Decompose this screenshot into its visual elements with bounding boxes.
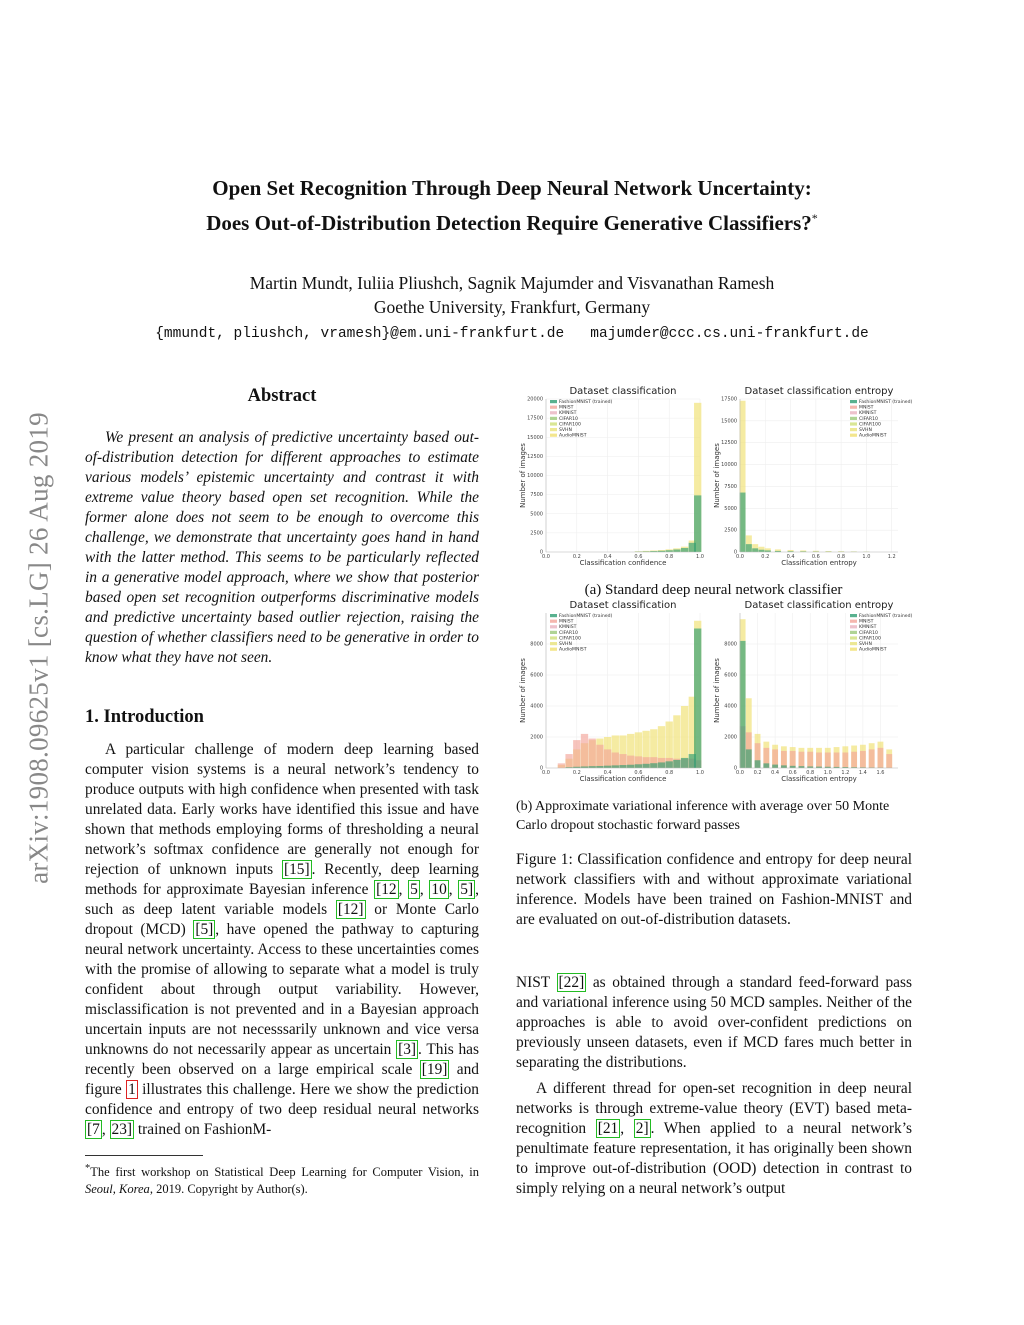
x-tick-label: 0.0 bbox=[736, 554, 744, 560]
legend-swatch bbox=[550, 648, 557, 651]
y-axis-label: Number of images bbox=[713, 443, 721, 508]
legend-swatch bbox=[850, 642, 857, 645]
y-tick-label: 0 bbox=[733, 765, 737, 772]
histogram-bar bbox=[666, 761, 673, 768]
histogram-bar bbox=[658, 762, 665, 768]
intro-text: trained on FashionM- bbox=[134, 1121, 272, 1138]
legend-label: SVHN bbox=[559, 642, 572, 647]
abstract-heading: Abstract bbox=[247, 386, 317, 406]
x-tick-label: 0.6 bbox=[788, 770, 797, 776]
histogram-bar bbox=[878, 748, 884, 768]
legend-label: CIFAR100 bbox=[859, 422, 881, 428]
x-tick-label: 0.2 bbox=[572, 770, 581, 776]
citation-link[interactable]: [3] bbox=[398, 1041, 417, 1058]
separator: , bbox=[448, 881, 459, 898]
y-tick-label: 0 bbox=[539, 549, 543, 556]
histogram-bar bbox=[581, 734, 588, 768]
histogram-bar bbox=[869, 749, 875, 768]
citation-link[interactable]: [5] bbox=[195, 921, 214, 938]
histogram-bar bbox=[755, 760, 761, 768]
body-text: . When applied to a neural network’s penultimate feature representation, it has originally been shown to improve out-of-distribution (OOD) detection in contrast to simply relying on a neural network’s output bbox=[516, 1120, 912, 1197]
x-tick-label: 1.2 bbox=[887, 554, 896, 560]
y-axis-label: Number of images bbox=[519, 658, 527, 723]
x-tick-label: 1.6 bbox=[876, 770, 885, 776]
y-tick-label: 2500 bbox=[530, 530, 543, 537]
histogram-svg bbox=[710, 598, 913, 788]
subcaption-b: (b) Approximate variational inference with average over 50 Monte Carlo dropout stochastic forward passes bbox=[516, 799, 890, 833]
x-tick-label: 0.4 bbox=[603, 554, 612, 560]
author-emails: {mmundt, pliushch, vramesh}@em.uni-frankfurt.de majumder@ccc.cs.uni-frankfurt.de bbox=[155, 326, 869, 342]
histogram-bar bbox=[596, 766, 603, 768]
footnote-text: The first workshop on Statistical Deep Learning for Computer Vision, in bbox=[90, 1165, 479, 1180]
separator: , bbox=[101, 1121, 110, 1138]
histogram-bar bbox=[740, 641, 746, 768]
histogram-bar bbox=[763, 763, 769, 768]
footnote-place: Seoul, Korea bbox=[85, 1182, 150, 1197]
y-tick-label: 15000 bbox=[527, 434, 543, 441]
y-tick-label: 10000 bbox=[527, 473, 543, 479]
x-tick-label: 0.2 bbox=[753, 770, 762, 776]
histogram-bar bbox=[635, 764, 642, 768]
legend-swatch bbox=[550, 400, 557, 403]
legend-swatch bbox=[550, 625, 557, 628]
y-tick-label: 12500 bbox=[721, 440, 737, 447]
footnote-text: , 2019. Copyright by Author(s). bbox=[149, 1182, 308, 1197]
y-tick-label: 7500 bbox=[724, 483, 737, 490]
x-axis-label: Classification entropy bbox=[781, 559, 857, 567]
intro-text: A particular challenge of modern deep learning based computer vision systems is a neural network’s tendency to produce outputs with high confidence when presented with task unrelated data. Early works have identified this issue and have shown that methods employing forms of thresholding a neural network’s softmax confidence are generally not enough for rejection of unknown inputs bbox=[85, 741, 479, 878]
histogram-bar bbox=[758, 550, 764, 552]
histogram-bar bbox=[886, 754, 892, 768]
x-tick-label: 0.2 bbox=[761, 554, 770, 560]
y-tick-label: 4000 bbox=[724, 703, 737, 710]
y-tick-label: 0 bbox=[539, 765, 543, 772]
citation-link[interactable]: [21 bbox=[597, 1120, 619, 1137]
y-axis-label: Number of images bbox=[713, 658, 721, 723]
separator: , bbox=[620, 1120, 634, 1137]
figure-link[interactable]: 1 bbox=[128, 1081, 136, 1098]
x-tick-label: 0.6 bbox=[634, 770, 643, 776]
intro-text: and figure bbox=[85, 1061, 480, 1098]
histogram-bar bbox=[825, 753, 831, 769]
histogram-bar bbox=[851, 752, 857, 768]
title-line-2-text: Does Out-of-Distribution Detection Require Generative Classifiers? bbox=[206, 211, 812, 235]
legend-swatch bbox=[850, 428, 857, 431]
legend-label: MNIST bbox=[859, 619, 874, 625]
legend-swatch bbox=[550, 631, 557, 634]
x-tick-label: 0.2 bbox=[572, 554, 581, 560]
citation-link[interactable]: [12] bbox=[337, 901, 364, 918]
citation-link[interactable]: [22] bbox=[558, 974, 585, 991]
legend-label: CIFAR100 bbox=[859, 636, 881, 642]
legend-swatch bbox=[850, 648, 857, 651]
chart-title: Dataset classification entropy bbox=[744, 386, 894, 397]
legend-swatch bbox=[550, 614, 557, 617]
intro-text: . This has recently been observed on a large empirical scale bbox=[85, 1041, 479, 1078]
x-tick-label: 0.6 bbox=[811, 554, 820, 560]
chart-title: Dataset classification bbox=[569, 386, 677, 397]
intro-text: or Monte Carlo dropout (MCD) bbox=[85, 901, 479, 938]
intro-text: illustrates this challenge. Here we show the prediction confidence and entropy of two deep residual neural networks bbox=[85, 1081, 479, 1118]
x-axis-label: Classification confidence bbox=[579, 775, 667, 783]
histogram-bar bbox=[681, 548, 688, 552]
legend-label: AudioMNIST bbox=[559, 433, 587, 439]
histogram-bar bbox=[816, 753, 822, 769]
legend-swatch bbox=[550, 642, 557, 645]
authors: Martin Mundt, Iuliia Pliushch, Sagnik Majumder and Visvanathan Ramesh bbox=[249, 273, 775, 293]
y-tick-label: 6000 bbox=[530, 672, 543, 679]
chart-b-entropy bbox=[710, 598, 913, 788]
x-tick-label: 1.2 bbox=[841, 770, 850, 776]
chart-b-classification bbox=[516, 598, 708, 788]
citation-link[interactable]: 2] bbox=[635, 1120, 649, 1137]
intro-text: , such as deep latent variable models bbox=[85, 881, 479, 918]
histogram-bar bbox=[589, 739, 596, 768]
x-tick-label: 0.8 bbox=[665, 554, 674, 560]
legend-swatch bbox=[850, 614, 857, 617]
legend-swatch bbox=[550, 406, 557, 409]
legend-label: MNIST bbox=[859, 405, 874, 411]
legend-swatch bbox=[850, 631, 857, 634]
legend-swatch bbox=[550, 620, 557, 623]
y-tick-label: 2000 bbox=[530, 734, 543, 741]
x-tick-label: 1.0 bbox=[696, 770, 704, 776]
introduction-paragraph bbox=[85, 740, 479, 1140]
legend-swatch bbox=[550, 417, 557, 420]
x-tick-label: 0.4 bbox=[786, 554, 795, 560]
y-tick-label: 15000 bbox=[721, 418, 737, 425]
chart-a-classification bbox=[516, 384, 708, 572]
right-paragraph-1 bbox=[516, 973, 912, 1073]
legend-swatch bbox=[850, 636, 857, 639]
x-tick-label: 0.6 bbox=[634, 554, 643, 560]
legend-label: MNIST bbox=[559, 619, 574, 625]
histogram-bar bbox=[746, 544, 752, 552]
title-line-2 bbox=[0, 203, 1024, 238]
legend-label: FashionMNIST (trained) bbox=[859, 400, 913, 405]
title-footnote-mark: * bbox=[811, 211, 818, 225]
histogram-bar bbox=[573, 740, 580, 768]
separator: , bbox=[398, 881, 409, 898]
body-text: A different thread for open-set recognition in deep neural networks is through extreme-value theory (EVT) based meta-recognition bbox=[516, 1080, 912, 1137]
legend-label: AudioMNIST bbox=[859, 647, 887, 653]
y-tick-label: 4000 bbox=[530, 703, 543, 710]
legend-swatch bbox=[850, 422, 857, 425]
histogram-bar bbox=[860, 751, 866, 768]
histogram-bar bbox=[807, 752, 813, 768]
legend-swatch bbox=[850, 406, 857, 409]
legend-label: KMNIST bbox=[559, 625, 577, 631]
histogram-bar bbox=[752, 548, 758, 552]
histogram-bar bbox=[558, 763, 565, 768]
x-tick-label: 1.0 bbox=[862, 554, 871, 560]
arxiv-id-text: arXiv:1908.09625v1 [cs.LG] 26 Aug 2019 bbox=[23, 411, 54, 884]
legend-swatch bbox=[550, 411, 557, 414]
histogram-bar bbox=[650, 763, 657, 768]
y-axis-label: Number of images bbox=[519, 443, 527, 508]
chart-a-entropy bbox=[710, 384, 913, 572]
chart-title: Dataset classification entropy bbox=[744, 600, 894, 611]
citation-link[interactable]: [19] bbox=[421, 1061, 448, 1078]
y-tick-label: 5000 bbox=[724, 505, 737, 512]
y-tick-label: 2500 bbox=[724, 527, 737, 534]
x-axis-label: Classification entropy bbox=[781, 775, 857, 783]
arxiv-side-label bbox=[14, 350, 64, 945]
legend-swatch bbox=[850, 411, 857, 414]
histogram-bar bbox=[694, 495, 701, 552]
x-tick-label: 0.8 bbox=[665, 770, 674, 776]
right-paragraph-2 bbox=[516, 1079, 912, 1199]
y-tick-label: 0 bbox=[733, 549, 737, 556]
histogram-svg bbox=[516, 384, 708, 572]
x-tick-label: 0.4 bbox=[771, 770, 780, 776]
histogram-bar bbox=[834, 753, 840, 769]
x-tick-label: 0.0 bbox=[736, 770, 744, 776]
legend-label: CIFAR100 bbox=[559, 636, 581, 642]
legend-swatch bbox=[850, 620, 857, 623]
subcaption-a: (a) Standard deep neural network classifier bbox=[584, 582, 843, 598]
legend-swatch bbox=[850, 400, 857, 403]
y-tick-label: 20000 bbox=[527, 396, 543, 403]
legend-label: FashionMNIST (trained) bbox=[559, 614, 613, 619]
y-tick-label: 17500 bbox=[527, 415, 543, 422]
histogram-bar bbox=[604, 766, 611, 768]
citation-link[interactable]: 10 bbox=[431, 881, 447, 898]
left-column bbox=[85, 386, 479, 1140]
footnote-rule bbox=[85, 1155, 203, 1156]
x-tick-label: 0.8 bbox=[837, 554, 846, 560]
legend-swatch bbox=[850, 434, 857, 437]
histogram-bar bbox=[790, 751, 796, 768]
title-line-1: Open Set Recognition Through Deep Neural Network Uncertainty: bbox=[212, 176, 812, 200]
legend-label: KMNIST bbox=[559, 411, 577, 417]
affiliation: Goethe University, Frankfurt, Germany bbox=[373, 297, 651, 317]
body-text: as obtained through a standard feed-forward pass and variational inference using 50 MCD samples. Neither of the approaches is able to avoid over-confident predictions on previously unseen datasets, even if MCD fares much better in separating the distributions. bbox=[516, 974, 912, 1071]
legend-label: AudioMNIST bbox=[859, 433, 887, 439]
histogram-bar bbox=[604, 749, 611, 768]
legend-label: CIFAR10 bbox=[559, 416, 578, 422]
y-tick-label: 7500 bbox=[530, 492, 543, 499]
legend-swatch bbox=[850, 417, 857, 420]
legend-swatch bbox=[550, 434, 557, 437]
footnote-mark: * bbox=[85, 1163, 91, 1174]
x-tick-label: 1.4 bbox=[858, 770, 867, 776]
y-tick-label: 6000 bbox=[724, 672, 737, 679]
legend-label: FashionMNIST (trained) bbox=[859, 614, 913, 619]
figure-caption: Figure 1: Classification confidence and entropy for deep neural network classifiers with and without approximate variational inference. Models have been trained on Fashion-MNIST and are evaluated on out-of-distribution datasets. bbox=[516, 851, 912, 928]
introduction-heading: 1. Introduction bbox=[85, 707, 204, 727]
abstract-body: We present an analysis of predictive uncertainty based out-of-distribution detection for different approaches to estimate various models’ epistemic uncertainty and contrast it with extreme value theory based open set recognition. While the former alone does not seem to be enough to overcome this challenge, we demonstrate that uncertainty goes hand in hand with the latter method. This seems to be particularly reflected in a generative model approach, where we show that posterior based open set recognition outperforms discriminative models and predictive uncertainty based outlier rejection, raising the question of whether classifiers need to be generative in order to know what they have not seen. bbox=[85, 429, 479, 666]
y-tick-label: 17500 bbox=[721, 396, 737, 403]
y-tick-label: 8000 bbox=[724, 641, 737, 648]
histogram-bar bbox=[627, 765, 634, 768]
legend-swatch bbox=[550, 428, 557, 431]
histogram-bar bbox=[842, 753, 848, 769]
histogram-bar bbox=[772, 765, 778, 768]
body-text: NIST bbox=[516, 974, 557, 991]
histogram-bar bbox=[596, 745, 603, 768]
legend-label: MNIST bbox=[559, 405, 574, 411]
citation-link[interactable]: [15] bbox=[283, 861, 310, 878]
legend-label: SVHN bbox=[559, 428, 572, 433]
histogram-bar bbox=[612, 765, 619, 768]
legend-label: KMNIST bbox=[859, 625, 877, 631]
legend-label: CIFAR10 bbox=[859, 416, 878, 422]
legend-label: SVHN bbox=[859, 428, 872, 433]
citation-link[interactable]: 5 bbox=[410, 881, 418, 898]
y-tick-label: 5000 bbox=[530, 511, 543, 518]
histogram-bar bbox=[619, 765, 626, 768]
histogram-bar bbox=[799, 752, 805, 768]
legend-label: KMNIST bbox=[859, 411, 877, 417]
histogram-bar bbox=[781, 765, 787, 768]
legend-swatch bbox=[550, 422, 557, 425]
histogram-bar bbox=[790, 766, 796, 768]
legend-label: CIFAR10 bbox=[859, 630, 878, 636]
x-tick-label: 0.0 bbox=[542, 554, 550, 560]
legend-swatch bbox=[550, 636, 557, 639]
histogram-svg bbox=[516, 598, 708, 788]
histogram-svg bbox=[710, 384, 913, 572]
intro-text: . Recently, deep learning methods for approximate Bayesian inference bbox=[85, 861, 479, 898]
intro-text: , have opened the pathway to capturing neural network uncertainty. Access to these uncertainties comes with the promise of allowing to separate what a model is truly confident about through output variability. However, misclassification is not prevented and in a Bayesian approach uncertain inputs are not necesssarily unknown and vice versa unknowns do not necessarily appear as uncertain bbox=[85, 921, 479, 1058]
citation-link[interactable]: [12 bbox=[376, 881, 397, 898]
legend-label: CIFAR100 bbox=[559, 422, 581, 428]
chart-title: Dataset classification bbox=[569, 600, 677, 611]
legend-label: FashionMNIST (trained) bbox=[559, 400, 613, 405]
x-tick-label: 0.8 bbox=[806, 770, 815, 776]
legend-label: AudioMNIST bbox=[559, 647, 587, 653]
legend-label: CIFAR10 bbox=[559, 630, 578, 636]
separator: , bbox=[419, 881, 430, 898]
histogram-bar bbox=[681, 758, 688, 768]
histogram-bar bbox=[746, 749, 752, 768]
x-tick-label: 1.0 bbox=[696, 554, 704, 560]
histogram-bar bbox=[642, 764, 649, 768]
citation-link[interactable]: 5] bbox=[460, 881, 474, 898]
right-column bbox=[516, 850, 912, 1199]
legend-swatch bbox=[850, 625, 857, 628]
y-tick-label: 10000 bbox=[721, 462, 737, 469]
y-tick-label: 2000 bbox=[724, 734, 737, 741]
paper-title bbox=[0, 173, 1024, 238]
x-tick-label: 0.0 bbox=[542, 770, 550, 776]
histogram-bar bbox=[740, 493, 746, 552]
y-tick-label: 8000 bbox=[530, 641, 543, 648]
x-axis-label: Classification confidence bbox=[579, 559, 667, 567]
histogram-bar bbox=[694, 629, 701, 769]
histogram-bar bbox=[673, 549, 680, 552]
y-tick-label: 12500 bbox=[527, 453, 543, 460]
histogram-bar bbox=[565, 754, 572, 768]
citation-link[interactable]: 23] bbox=[111, 1121, 133, 1138]
citation-link[interactable]: [7 bbox=[87, 1121, 100, 1138]
x-tick-label: 1.0 bbox=[823, 770, 832, 776]
x-tick-label: 0.4 bbox=[603, 770, 612, 776]
histogram-bar bbox=[673, 760, 680, 768]
legend-label: SVHN bbox=[859, 642, 872, 647]
footnote bbox=[85, 1160, 479, 1198]
